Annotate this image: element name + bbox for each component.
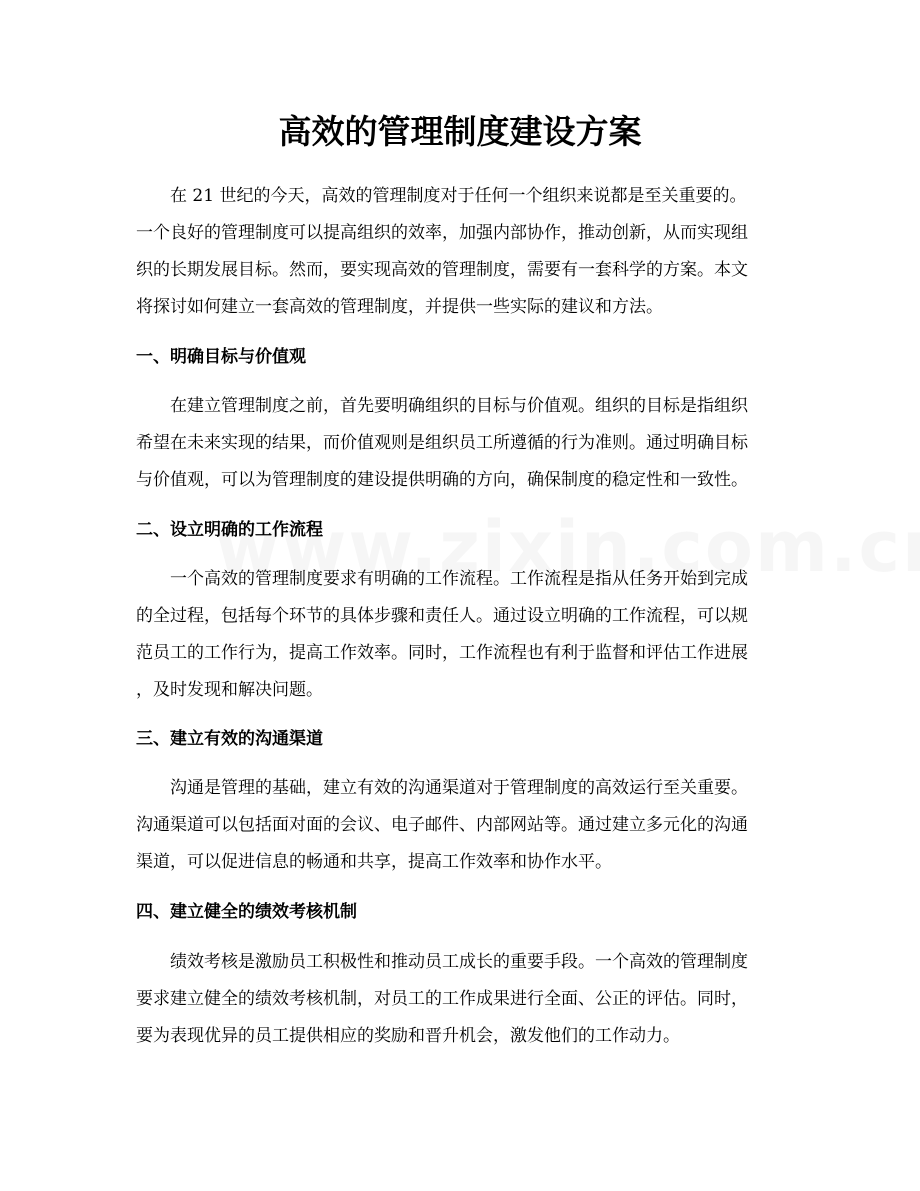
paragraph-line: 要为表现优异的员工提供相应的奖励和晋升机会，激发他们的工作动力。 — [136, 1026, 680, 1046]
paragraph-line: 要求建立健全的绩效考核机制，对员工的工作成果进行全面、公正的评估。同时， — [136, 989, 748, 1009]
section-paragraph-3 — [136, 770, 796, 881]
paragraph-line: 一个高效的管理制度要求有明确的工作流程。工作流程是指从任务开始到完成 — [170, 569, 748, 589]
paragraph-line: 沟通渠道可以包括面对面的会议、电子邮件、内部网站等。通过建立多元化的沟通 — [136, 815, 748, 835]
paragraph-line: 范员工的工作行为，提高工作效率。同时，工作流程也有利于监督和评估工作进展 — [136, 643, 748, 663]
paragraph-line: 与价值观，可以为管理制度的建设提供明确的方向，确保制度的稳定性和一致性。 — [136, 470, 748, 490]
section-heading-3: 三、建立有效的沟通渠道 — [136, 729, 323, 749]
section-paragraph-2 — [136, 561, 796, 709]
paragraph-line: 的全过程，包括每个环节的具体步骤和责任人。通过设立明确的工作流程，可以规 — [136, 606, 748, 626]
paragraph-line: 在 21 世纪的今天，高效的管理制度对于任何一个组织来说都是至关重要的。 — [170, 186, 747, 206]
paragraph-line: 绩效考核是激励员工积极性和推动员工成长的重要手段。一个高效的管理制度 — [170, 952, 748, 972]
paragraph-line: ，及时发现和解决问题。 — [136, 680, 323, 700]
section-heading-4: 四、建立健全的绩效考核机制 — [136, 902, 357, 922]
intro-paragraph — [136, 178, 796, 326]
section-paragraph-1 — [136, 388, 796, 499]
paragraph-line: 将探讨如何建立一套高效的管理制度，并提供一些实际的建议和方法。 — [136, 297, 663, 317]
paragraph-line: 沟通是管理的基础，建立有效的沟通渠道对于管理制度的高效运行至关重要。 — [170, 778, 748, 798]
section-paragraph-4 — [136, 944, 796, 1055]
section-heading-1: 一、明确目标与价值观 — [136, 347, 306, 367]
section-heading-2: 二、设立明确的工作流程 — [136, 520, 323, 540]
paragraph-line: 渠道，可以促进信息的畅通和共享，提高工作效率和协作水平。 — [136, 852, 612, 872]
paragraph-line: 希望在未来实现的结果，而价值观则是组织员工所遵循的行为准则。通过明确目标 — [136, 433, 748, 453]
paragraph-line: 织的长期发展目标。然而，要实现高效的管理制度，需要有一套科学的方案。本文 — [136, 260, 748, 280]
paragraph-line: 在建立管理制度之前，首先要明确组织的目标与价值观。组织的目标是指组织 — [170, 396, 748, 416]
paragraph-line: 一个良好的管理制度可以提高组织的效率，加强内部协作，推动创新，从而实现组 — [136, 223, 748, 243]
document-title: 高效的管理制度建设方案 — [278, 112, 642, 151]
